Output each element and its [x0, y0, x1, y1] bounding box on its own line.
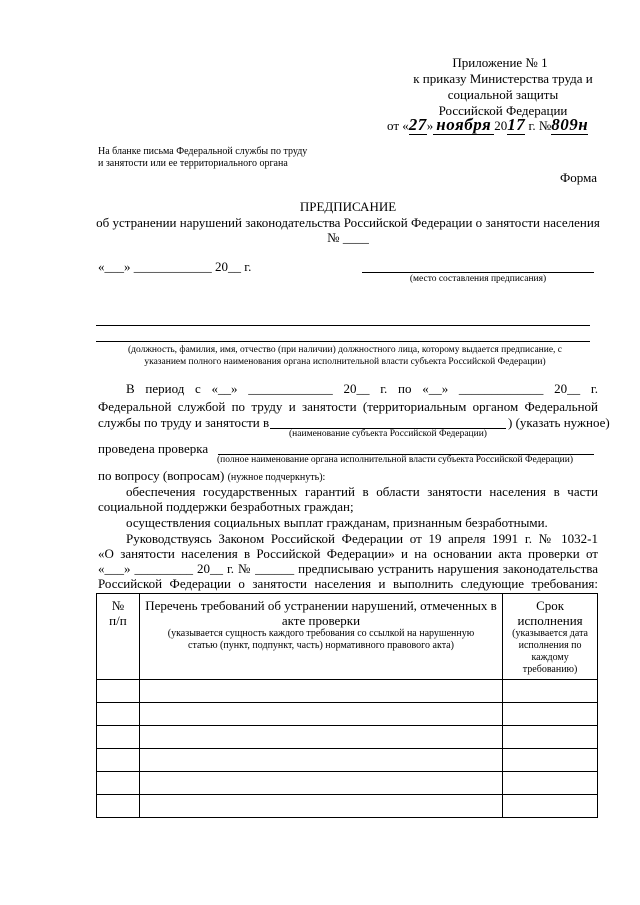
order-date-line: от «27» ноября 2017 г. №809н [387, 115, 589, 134]
item-1-line-2: социальной поддержки безработных граждан; [98, 499, 354, 514]
guide-line-4: Российской Федерации о занятости населения и выполнить следующие требования: [98, 576, 598, 591]
table-cell[interactable] [97, 772, 140, 795]
page-subtitle: об устранении нарушений законодательства Российской Федерации о занятости населения [96, 215, 600, 230]
table-cell[interactable] [139, 772, 502, 795]
org-caption: (полное наименование органа исполнительной власти субъекта Российской Федерации) [216, 455, 574, 465]
table-cell[interactable] [139, 680, 502, 703]
table-cell[interactable] [503, 703, 598, 726]
guide-line-1: Руководствуясь Законом Российской Федерации от 19 апреля 1991 г. № 1032-1 [126, 531, 598, 546]
requirements-table [96, 593, 598, 818]
table-cell[interactable] [97, 680, 140, 703]
official-caption-line-2: указанием полного наименования органа исполнительной власти субъекта Российской Федерации) [144, 357, 546, 367]
order-day: 27 [408, 115, 427, 134]
subject-caption: (наименование субъекта Российской Федерации) [289, 429, 487, 439]
question-hint: (нужное подчеркнуть): [227, 472, 326, 483]
question-line: по вопросу (вопросам) (нужное подчеркнуть): [98, 468, 326, 483]
table-row [97, 749, 598, 772]
table-cell[interactable] [97, 749, 140, 772]
official-caption-line-1: (должность, фамилия, имя, отчество (при наличии) должностного лица, которому выдается предписание, с [127, 345, 563, 355]
col-requirements-header: Перечень требований об устранении нарушений, отмеченных в акте проверки (указывается сущность каждого требования со ссылкой на нарушенную статью (пункт, подпункт, часть) нормативного правового акта) [139, 594, 502, 680]
table-row [97, 680, 598, 703]
order-year: 17 [507, 115, 526, 134]
body-line-3-end: ) (указать нужное) [508, 415, 610, 430]
letterhead-note-line-1: На бланке письма Федеральной службы по труду [98, 146, 308, 157]
table-cell[interactable] [139, 703, 502, 726]
order-number: 809н [551, 115, 589, 134]
place-caption: (место составления предписания) [409, 274, 547, 284]
body-line-2: Федеральной службой по труду и занятости (территориальным органом Федеральной [98, 399, 598, 414]
appendix-line-3: социальной защиты [447, 87, 559, 102]
item-2: осуществления социальных выплат гражданам, признанным безработными. [126, 515, 548, 530]
document-number: № ____ [327, 230, 369, 245]
inspection-label: проведена проверка [98, 441, 209, 456]
order-month: ноября [433, 115, 494, 135]
table-row [97, 772, 598, 795]
table-cell[interactable] [503, 749, 598, 772]
table-cell[interactable] [503, 680, 598, 703]
table-cell[interactable] [503, 795, 598, 818]
table-cell[interactable] [139, 795, 502, 818]
appendix-line-4: Российской Федерации [438, 103, 568, 118]
official-field-line-1 [96, 325, 590, 326]
page-title: ПРЕДПИСАНИЕ [299, 199, 397, 214]
appendix-line-1: Приложение № 1 [452, 55, 548, 70]
body-line-3-start: службы по труду и занятости в [98, 415, 270, 430]
col-number-header: № п/п [97, 594, 140, 680]
table-cell[interactable] [97, 795, 140, 818]
place-field [362, 272, 594, 273]
appendix-line-2: к приказу Министерства труда и [413, 71, 593, 86]
item-1-line-1: обеспечения государственных гарантий в области занятости населения в части [126, 484, 598, 499]
table-row [97, 703, 598, 726]
table-cell[interactable] [503, 726, 598, 749]
letterhead-note-line-2: и занятости или ее территориального органа [98, 158, 288, 169]
table-row [97, 726, 598, 749]
guide-line-2: «О занятости населения в Российской Федерации» и на основании акта проверки от [98, 546, 598, 561]
table-cell[interactable] [97, 726, 140, 749]
official-field-line-2 [96, 341, 590, 342]
inspection-period: В период с «__» _____________ 20__ г. по «__» _____________ 20__ г. [126, 381, 598, 396]
table-cell[interactable] [503, 772, 598, 795]
table-cell[interactable] [139, 726, 502, 749]
table-row [97, 795, 598, 818]
guide-line-3: «___» _________ 20__ г. № ______ предписываю устранить нарушения законодательства [98, 561, 598, 576]
col-deadline-header: Срок исполнения (указывается дата исполнения по каждому требованию) [503, 594, 598, 680]
table-header-row [97, 594, 598, 680]
table-cell[interactable] [97, 703, 140, 726]
table-cell[interactable] [139, 749, 502, 772]
form-label: Форма [560, 170, 597, 185]
issue-date-field: «___» ____________ 20__ г. [98, 259, 252, 274]
